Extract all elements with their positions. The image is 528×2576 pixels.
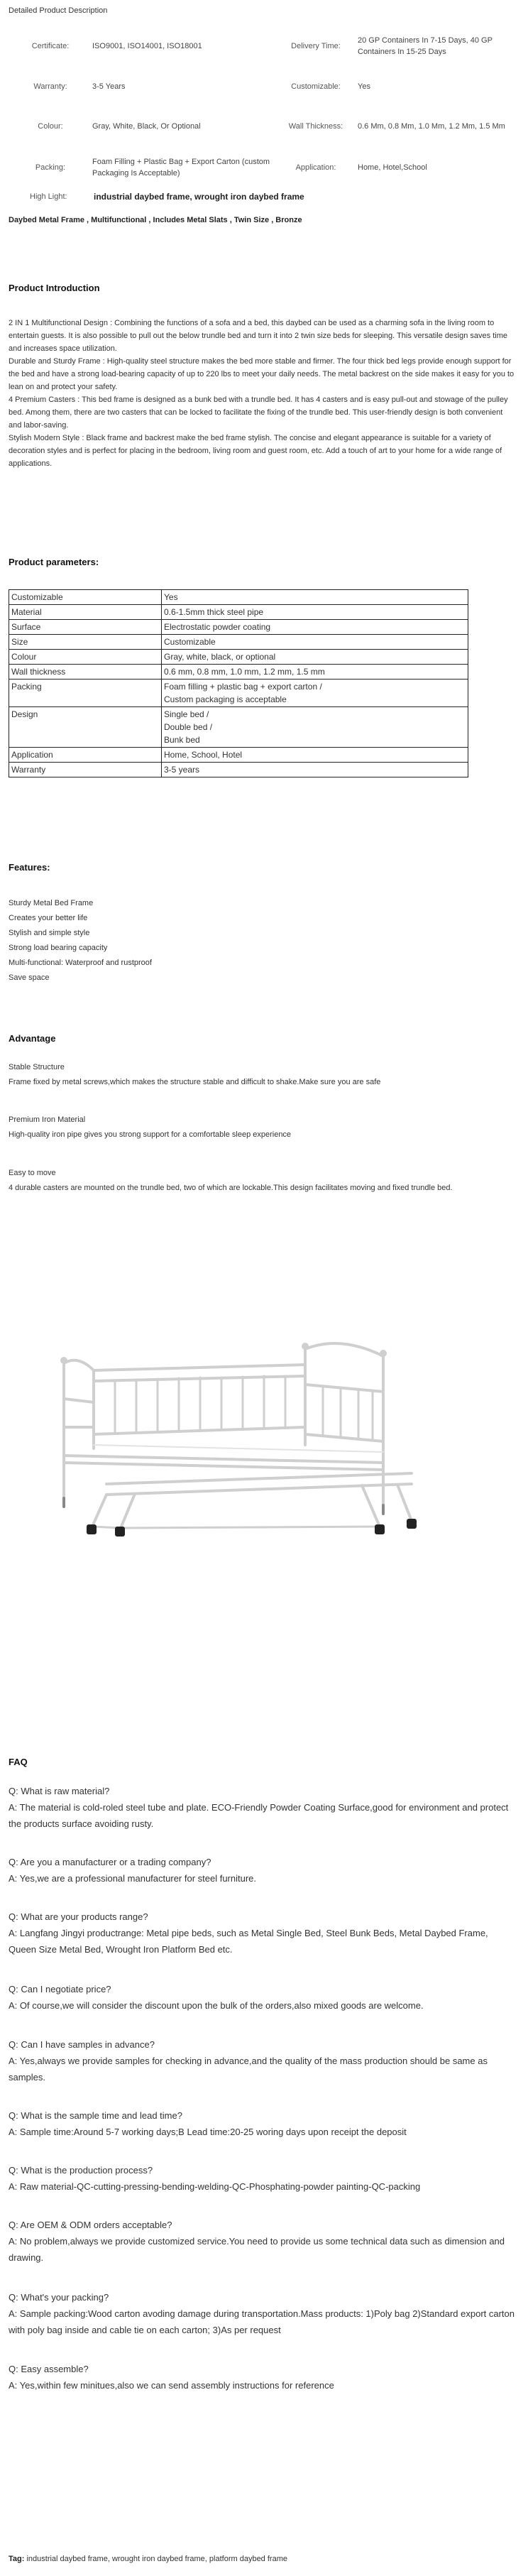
faq-item [9,1783,517,1832]
features-title: Features: [9,862,50,873]
intro-paragraph: 2 IN 1 Multifunctional Design : Combining the functions of a sofa and a bed, this daybed can be used as a charming sofa in the living room to entertain guests. It is also possible to pull out the below trundle bed and turn it into 2 twin size beds for sleeping. This versatile design saves time and increases space utilization. [9,319,507,353]
spec-key: Colour: [38,122,63,131]
feature-item: Stylish and simple style [9,929,90,937]
caster-icon [375,1524,385,1534]
spec-key: Delivery Time: [291,42,341,50]
advantage-heading: Premium Iron Material [9,1115,86,1124]
params-value [162,635,468,650]
spec-value: Foam Filling + Plastic Bag + Export Carton (custom Packaging Is Acceptable) [92,158,270,178]
faq-item [9,2289,517,2338]
params-value [162,763,468,777]
params-row [9,665,468,680]
params-value-line: Bunk bed [164,735,200,745]
params-key: Design [9,707,162,748]
faq-answer: A: Of course,we will consider the discount upon the bulk of the orders,also mixed goods are welcome. [9,2000,424,2011]
advantage-heading: Stable Structure [9,1063,65,1071]
params-row [9,650,468,665]
page-title: Detailed Product Description [9,6,108,15]
product-subtitle: Daybed Metal Frame , Multifunctional , Includes Metal Slats , Twin Size , Bronze [9,216,302,224]
params-row [9,605,468,620]
spec-value: Home, Hotel,School [358,163,427,172]
spec-value: ISO9001, ISO14001, ISO18001 [92,42,202,50]
faq-question: Q: What is the production process? [9,2165,153,2176]
faq-item [9,2107,517,2140]
faq-answer: A: No problem,always we provide customized service.You need to provide us some technical data such as dimension and drawing. [9,2236,505,2263]
params-value-line: Foam filling + plastic bag + export carton / [164,682,322,692]
intro-text [9,317,517,470]
faq-question: Q: Are OEM & ODM orders acceptable? [9,2220,172,2230]
caster-icon [407,1519,417,1529]
faq-item [9,2361,517,2394]
advantage-text: Frame fixed by metal screws,which makes the structure stable and difficult to shake.Make sure you are safe [9,1078,381,1086]
advantage-text: High-quality iron pipe gives you strong support for a comfortable sleep experience [9,1130,292,1139]
tag-link[interactable]: platform daybed frame [209,2555,287,2563]
feature-item: Save space [9,973,50,982]
spec-row [9,67,519,107]
daybed-product-image [50,1321,433,1548]
params-value-line: Double bed / [164,722,213,732]
spec-key: Warranty: [33,82,67,91]
faq-question: Q: Can I have samples in advance? [9,2039,155,2050]
feature-item: Creates your better life [9,914,88,922]
faq-answer: A: Yes,always we provide samples for checking in advance,and the quality of the mass production should be same as samples. [9,2056,488,2083]
feature-item: Strong load bearing capacity [9,944,108,952]
faq-title: FAQ [9,1757,28,1767]
params-table [9,589,468,777]
spec-table [9,26,519,189]
params-value [162,680,468,707]
faq-item [9,1854,517,1887]
knob [380,1350,387,1357]
spec-key: Application: [295,163,336,172]
params-value [162,605,468,620]
advantage-heading: Easy to move [9,1169,56,1177]
faq-item [9,2036,517,2085]
params-key: Surface [9,620,162,635]
spec-key: Certificate: [31,42,70,50]
knob [60,1357,67,1364]
spec-key: Packing: [35,163,66,172]
params-value-line: Home, School, Hotel [164,750,243,760]
spec-value: Yes [358,82,370,91]
faq-question: Q: What's your packing? [9,2292,109,2303]
caster-icon [115,1527,125,1537]
faq-item [9,1981,517,2014]
tag-link[interactable]: industrial daybed frame [26,2555,108,2563]
faq-answer: A: Sample time:Around 5-7 working days;B Lead time:20-25 woring days upon receipt the deposit [9,2127,407,2137]
highlight-value: industrial daybed frame, wrought iron daybed frame [94,192,304,202]
spec-value: 0.6 Mm, 0.8 Mm, 1.0 Mm, 1.2 Mm, 1.5 Mm [358,122,505,131]
tag-label: Tag: [9,2555,25,2563]
params-key: Application [9,748,162,763]
faq-answer: A: Yes,within few minitues,also we can send assembly instructions for reference [9,2380,334,2391]
spec-value: 3-5 Years [92,82,126,91]
params-value-line: Custom packaging is acceptable [164,694,287,704]
params-value-line: Yes [164,592,178,602]
spec-value: Gray, White, Black, Or Optional [92,122,201,131]
knob [302,1343,309,1350]
advantage-text: 4 durable casters are mounted on the trundle bed, two of which are lockable.This design facilitates moving and fixed trundle bed. [9,1184,453,1192]
intro-paragraph: Stylish Modern Style : Black frame and backrest make the bed frame stylish. The concise and elegant appearance is suitable for a variety of decoration styles and is perfect for placing in the bedroom, living room and guest room, etc. Add a touch of art to your home for a wide range of applications. [9,434,502,468]
advantage-block [9,1113,291,1142]
intro-paragraph: 4 Premium Casters : This bed frame is designed as a bunk bed with a trundle bed. It has 4 casters and is easy pull-out and stowage of the pulley bed. Among them, there are two casters that can be locked to facilitate the fixing of the trundle bed. This user-friendly design is both convenient and labor-saving. [9,395,508,430]
faq-item [9,2217,517,2266]
params-value [162,650,468,665]
advantage-block [9,1060,380,1090]
faq-question: Q: Can I negotiate price? [9,1984,111,1994]
params-key: Warranty [9,763,162,777]
params-key: Wall thickness [9,665,162,680]
params-row [9,590,468,605]
params-key: Packing [9,680,162,707]
params-value-line: Single bed / [164,709,209,719]
feature-item: Multi-functional: Waterproof and rustproof [9,959,152,967]
tag-link[interactable]: wrought iron daybed frame [111,2555,205,2563]
advantage-title: Advantage [9,1033,56,1044]
faq-question: Q: Easy assemble? [9,2364,89,2374]
params-value [162,590,468,605]
params-key: Customizable [9,590,162,605]
faq-answer: A: Langfang Jingyi productrange: Metal pipe beds, such as Metal Single Bed, Steel Bunk Beds, Metal Daybed Frame, Queen Size Metal Bed, Wrought Iron Platform Bed etc. [9,1928,488,1955]
params-value [162,620,468,635]
faq-item [9,2162,517,2195]
params-row [9,635,468,650]
params-row [9,680,468,707]
params-title: Product parameters: [9,557,99,567]
spec-row [9,107,519,146]
params-key: Material [9,605,162,620]
spec-row [9,146,519,189]
params-value-line: 3-5 years [164,765,200,775]
spec-row [9,26,519,67]
faq-question: Q: Are you a manufacturer or a trading company? [9,1857,211,1867]
params-row [9,763,468,777]
params-value [162,665,468,680]
params-value-line: 0.6 mm, 0.8 mm, 1.0 mm, 1.2 mm, 1.5 mm [164,667,325,677]
faq-answer: A: Raw material-QC-cutting-pressing-bending-welding-QC-Phosphating-powder painting-QC-packing [9,2181,421,2192]
params-row [9,707,468,748]
intro-title: Product Introduction [9,283,100,293]
faq-question: Q: What is raw material? [9,1786,110,1796]
faq-answer: A: Yes,we are a professional manufacturer for steel furniture. [9,1873,257,1884]
params-value-line: Gray, white, black, or optional [164,652,276,662]
spec-key: Customizable: [291,82,341,91]
caster-icon [87,1524,97,1534]
faq-question: Q: What is the sample time and lead time? [9,2110,182,2121]
faq-item [9,1909,517,1958]
intro-paragraph: Durable and Sturdy Frame : High-quality steel structure makes the bed more stable and firmer. The four thick bed legs provide enough support for the bed and have a strong load-bearing capacity of up to 220 lbs to meet your daily needs. The metal backrest on the side makes it easy for you to lean on and protect your safety. [9,357,515,391]
params-value [162,707,468,748]
params-value-line: 0.6-1.5mm thick steel pipe [164,607,264,617]
spec-value: 20 GP Containers In 7-15 Days, 40 GP Containers In 15-25 Days [358,36,493,56]
spec-key: Wall Thickness: [288,122,343,131]
highlight-label: High Light: [30,192,67,201]
params-row [9,748,468,763]
tag-line: Tag: industrial daybed frame, wrought iron daybed frame, platform daybed frame [9,2555,287,2563]
params-row [9,620,468,635]
advantage-block [9,1166,453,1196]
faq-question: Q: What are your products range? [9,1911,148,1922]
params-key: Colour [9,650,162,665]
params-value-line: Customizable [164,637,216,647]
params-value-line: Electrostatic powder coating [164,622,271,632]
params-key: Size [9,635,162,650]
feature-item: Sturdy Metal Bed Frame [9,899,94,907]
params-value [162,748,468,763]
faq-answer: A: The material is cold-roled steel tube and plate. ECO-Friendly Powder Coating Surface,good for environment and protect the products surface avoiding rusty. [9,1802,509,1829]
features-list [9,896,152,986]
faq-answer: A: Sample packing:Wood carton avoding damage during transportation.Mass products: 1)Poly bag 2)Standard export carton with poly bag inside and cable tie on each carton; 3)As per request [9,2308,515,2335]
